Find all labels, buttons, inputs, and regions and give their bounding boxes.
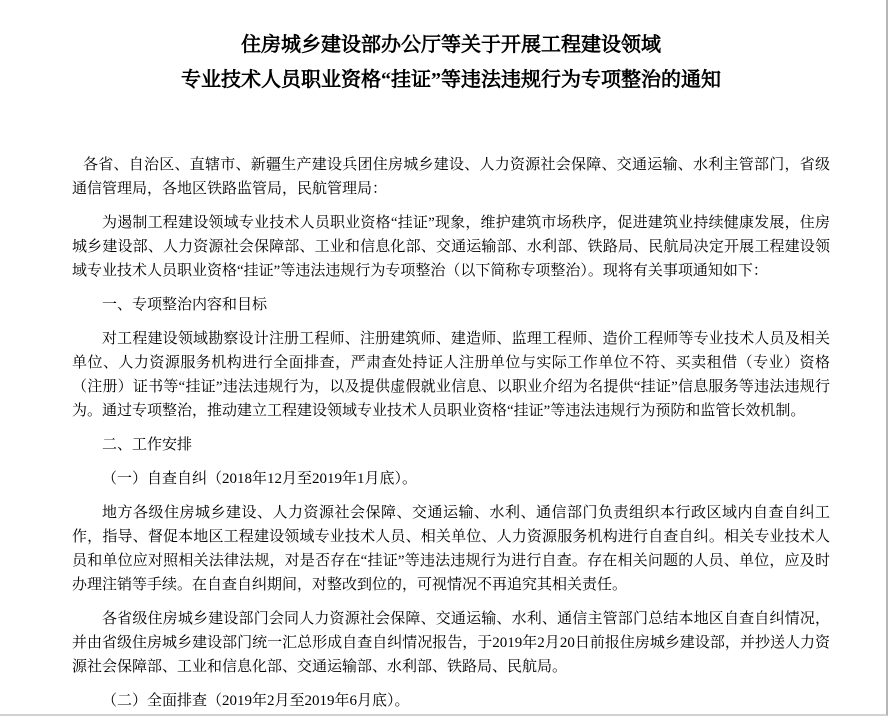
document-title — [72, 28, 830, 98]
section-1-heading: 一、专项整治内容和目标 — [102, 297, 268, 313]
section-2-heading: 二、工作安排 — [102, 437, 193, 453]
intro-paragraph: 为遏制工程建设领域专业技术人员职业资格“挂证”现象，维护建筑市场秩序，促进建筑业持续健康发展，住房城乡建设部、人力资源社会保障部、工业和信息化部、交通运输部、水利部、铁路局、民航局决定开展工程建设领域专业技术人员职业资格“挂证”等违法违规行为专项整治（以下简称专项整治）。现将有关事项通知如下： — [72, 215, 830, 279]
stage-2-heading: （二）全面排查（2019年2月至2019年6月底）。 — [102, 693, 410, 709]
document-title-line-1: 住房城乡建设部办公厅等关于开展工程建设领域 — [241, 34, 661, 56]
document-title-line-2: 专业技术人员职业资格“挂证”等违法违规行为专项整治的通知 — [181, 69, 721, 91]
stage-1-paragraph-1: 地方各级住房城乡建设、人力资源社会保障、交通运输、水利、通信部门负责组织本行政区域内自查自纠工作，指导、督促本地区工程建设领域专业技术人员、相关单位、人力资源服务机构进行自查自纠。相关专业技术人员和单位应对照相关法律法规，对是否存在“挂证”等违法违规行为进行自查。存在相关问题的人员、单位，应及时办理注销等手续。在自查自纠期间，对整改到位的，可视情况不再追究其相关责任。 — [72, 505, 830, 593]
section-1-body-paragraph: 对工程建设领域勘察设计注册工程师、注册建筑师、建造师、监理工程师、造价工程师等专业技术人员及相关单位、人力资源服务机构进行全面排查，严肃查处持证人注册单位与实际工作单位不符、买卖租借（专业）资格（注册）证书等“挂证”违法违规行为，以及提供虚假就业信息、以职业介绍为名提供“挂证”信息服务等违法违规行为。通过专项整治，推动建立工程建设领域专业技术人员职业资格“挂证”等违法违规行为预防和监管长效机制。 — [72, 331, 830, 419]
salutation-paragraph: 各省、自治区、直辖市、新疆生产建设兵团住房城乡建设、人力资源社会保障、交通运输、水利主管部门，省级通信管理局，各地区铁路监管局，民航管理局： — [72, 157, 830, 197]
stage-1-heading: （一）自查自纠（2018年12月至2019年1月底）。 — [102, 471, 418, 487]
stage-1-paragraph-2: 各省级住房城乡建设部门会同人力资源社会保障、交通运输、水利、通信主管部门总结本地区自查自纠情况，并由省级住房城乡建设部门统一汇总形成自查自纠情况报告，于2019年2月20日前报住房城乡建设部，并抄送人力资源社会保障部、工业和信息化部、交通运输部、水利部、铁路局、民航局。 — [72, 611, 830, 675]
